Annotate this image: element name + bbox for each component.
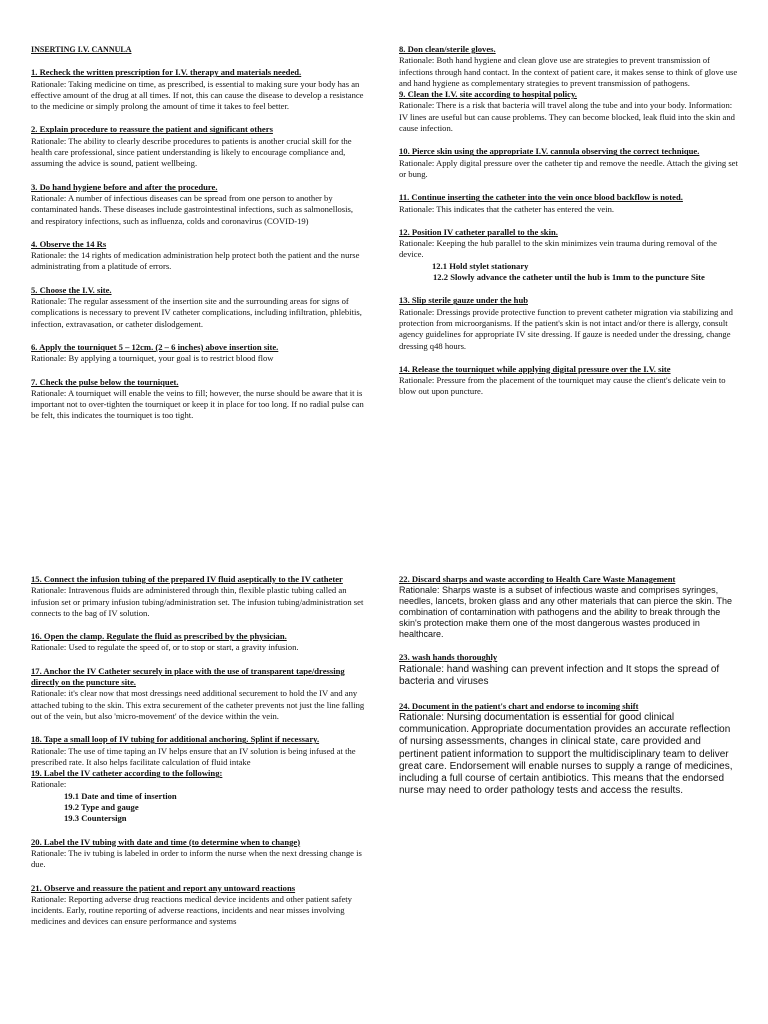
step-rationale: Rationale: By applying a tourniquet, your goal is to restrict blood flow (31, 353, 274, 364)
step-heading: 3. Do hand hygiene before and after the procedure. (31, 181, 218, 192)
step-heading: 17. Anchor the IV Catheter securely in place with the use of transparent tape/dressing directly on the puncture site. (31, 665, 345, 688)
step-heading: 9. Clean the I.V. site according to hospital policy. (399, 89, 577, 100)
bottom-right-column (399, 574, 739, 809)
step-19 (31, 768, 366, 824)
step-heading: 16. Open the clamp. Regulate the fluid as prescribed by the physician. (31, 631, 287, 642)
step-5 (31, 285, 366, 330)
step-heading: 1. Recheck the written prescription for I.V. therapy and materials needed. (31, 67, 302, 78)
step-rationale: Rationale: it's clear now that most dressings need additional securement to hold the IV and any attached tubing to the skin. This extra securement of the catheter prevents not just the line falling out of the vein, but also 'micro-movement' of the device within the vein. (31, 688, 365, 721)
step-heading: 6. Apply the tourniquet 5 – 12cm. (2 – 6 inches) above insertion site. (31, 341, 279, 352)
top-right-column (399, 44, 739, 410)
step-1 (31, 67, 366, 112)
step-8 (399, 44, 739, 89)
step-14 (399, 364, 739, 398)
substep-19-2: 19.2 Type and gauge (64, 802, 139, 813)
step-22 (399, 574, 739, 640)
step-heading: 12. Position IV catheter parallel to the skin. (399, 226, 558, 237)
step-rationale: Rationale: A tourniquet will enable the veins to fill; however, the nurse should be aware that it is important not to over-tighten the tourniquet or keep it in place for too long. If no radial pulse can be felt, this indicates the tourniquet is too tight. (31, 387, 364, 421)
substep-12-1: 12.1 Hold stylet stationary (432, 260, 529, 271)
step-18 (31, 734, 366, 768)
step-17 (31, 666, 366, 722)
step-rationale: Rationale: Taking medicine on time, as prescribed, is essential to making sure your body has an effective amount of the drug at all times. If not, this can cause the disease to develop a resistance to the medicine or simply prolong the amount of time it takes to feel better. (31, 78, 364, 112)
substep-19-1: 19.1 Date and time of insertion (64, 790, 177, 801)
step-10 (399, 146, 739, 180)
step-11 (399, 192, 739, 215)
step-heading: 15. Connect the infusion tubing of the prepared IV fluid aseptically to the IV catheter (31, 574, 343, 584)
step-rationale: Rationale: The use of time taping an IV helps ensure that an IV solution is being infused at the prescribed rate. It also helps facilitate calculation of fluid intake (31, 745, 356, 767)
step-rationale: Rationale: the 14 rights of medication administration help protect both the patient and the nurse administrating from a platitude of errors. (31, 250, 360, 272)
step-rationale: Rationale: The ability to clearly describe procedures to patients is another crucial skill for the health care professional, since patient understanding is likely to encourage compliance and, assuming the advice is sound, patient wellbeing. (31, 135, 352, 169)
step-heading: 11. Continue inserting the catheter into the vein once blood backflow is noted. (399, 192, 683, 203)
step-rationale: Rationale: Nursing documentation is essential for good clinical communication. Appropriate documentation provides an accurate reflection of nursing assessments, changes in clinical state, care provided and pertinent patient information to support the multidisciplinary team to deliver great care. Endorsement will enable nurses to supply a range of medicines, including a full course of certain antibiotics. This means that the endorsed nurse may need to order pathology tests and access the results. (399, 711, 733, 797)
step-rationale: Rationale: Both hand hygiene and clean glove use are strategies to prevent transmission of infections through hand contact. In the context of patient care, it makes sense to think of glove use and hand hygiene as complementary strategies to prevent transmission of pathogens. (399, 55, 738, 88)
step-heading: 5. Choose the I.V. site. (31, 284, 112, 295)
step-rationale: Rationale: Sharps waste is a subset of infectious waste and comprises syringes, needles, lancets, broken glass and any other materials that can pierce the skin. The combination of contamination with pathogens and the ability to break through the skin's protection make them one of the most dangerous wastes produced in healthcare. (399, 585, 733, 640)
top-left-column (31, 44, 366, 434)
step-2 (31, 124, 366, 169)
step-4 (31, 239, 366, 273)
step-heading: 4. Observe the 14 Rs (31, 238, 107, 249)
substep-12-2: 12.2 Slowly advance the catheter until the hub is 1mm to the puncture Site (433, 272, 705, 283)
step-heading: 10. Pierce skin using the appropriate I.V. cannula observing the correct technique. (399, 146, 700, 157)
substep-19-3: 19.3 Countersign (64, 813, 127, 824)
step-24 (399, 701, 739, 798)
step-13 (399, 295, 739, 351)
step-23 (399, 652, 739, 688)
bottom-left-column (31, 574, 366, 940)
step-heading: 2. Explain procedure to reassure the patient and significant others (31, 124, 273, 135)
step-rationale: Rationale: Intravenous fluids are administered through thin, flexible plastic tubing called an infusion set or primary infusion tubing/administration set. The infusion tubing/administration set connects to the bag of IV solution. (31, 585, 364, 618)
step-rationale: Rationale: (31, 779, 67, 790)
step-heading: 7. Check the pulse below the tourniquet. (31, 376, 179, 387)
step-heading: 22. Discard sharps and waste according to Health Care Waste Management (399, 574, 676, 584)
step-20 (31, 837, 366, 871)
step-15 (31, 574, 366, 619)
step-rationale: Rationale: A number of infectious diseases can be spread from one person to another by contaminated hands. These diseases include gastrointestinal infections, such as salmonellosis, and respiratory infections, such as influenza, colds and coronavirus (COVID-19) (31, 192, 354, 226)
step-heading: 8. Don clean/sterile gloves. (399, 44, 496, 54)
step-rationale: Rationale: hand washing can prevent infection and It stops the spread of bacteria and viruses (399, 663, 720, 688)
step-rationale: Rationale: Apply digital pressure over the catheter tip and remove the needle. Attach the giving set or bung. (399, 157, 738, 179)
step-heading: 13. Slip sterile gauze under the hub (399, 295, 528, 306)
step-rationale: Rationale: The regular assessment of the insertion site and the surrounding areas for signs of complications is necessary to prevent IV catheter complications, including infiltration, phlebitis, infection, extravasation, or catheter dislodgement. (31, 296, 362, 329)
step-21 (31, 883, 366, 928)
step-heading: 18. Tape a small loop of IV tubing for additional anchoring. Splint if necessary. (31, 734, 320, 745)
step-rationale: Rationale: This indicates that the catheter has entered the vein. (399, 203, 615, 214)
step-16 (31, 631, 366, 654)
step-rationale: Rationale: Reporting adverse drug reactions medical device incidents and other patient safety incidents. Early, routine reporting of adverse reactions, incidents and near misses involving medicines and devices can ensure performance and systems (31, 893, 352, 927)
step-rationale: Rationale: There is a risk that bacteria will travel along the tube and into your body. Information: IV lines are useful but can cause problems. They can become blocked, leak fluid into the skin and cause infection. (399, 100, 735, 134)
step-rationale: Rationale: Keeping the hub parallel to the skin minimizes vein trauma during removal of the device. (399, 238, 717, 260)
step-heading: 14. Release the tourniquet while applying digital pressure over the I.V. site (399, 363, 671, 374)
step-6 (31, 342, 366, 365)
step-heading: 23. wash hands thoroughly (399, 652, 498, 663)
step-heading: 24. Document in the patient's chart and endorse to incoming shift (399, 700, 639, 711)
step-rationale: Rationale: Used to regulate the speed of, or to stop or start, a gravity infusion. (31, 642, 299, 653)
document-title: INSERTING I.V. CANNULA (31, 45, 132, 54)
step-rationale: Rationale: Pressure from the placement of the tourniquet may cause the client's delicate vein to blow out upon puncture. (399, 375, 726, 397)
step-rationale: Rationale: Dressings provide protective function to prevent catheter migration via stabilizing and protection from microorganisms. If the patient's skin is not intact and/or there is allergy, consult agency guidelines for appropriate IV site dressing. If gauze is needed under the dressing, change dressing q48 hours. (399, 306, 733, 351)
step-heading: 19. Label the IV catheter according to the following: (31, 768, 223, 779)
step-9 (399, 89, 739, 134)
step-heading: 21. Observe and reassure the patient and report any untoward reactions (31, 882, 296, 893)
step-12 (399, 227, 739, 283)
step-heading: 20. Label the IV tubing with date and time (to determine when to change) (31, 836, 301, 847)
step-3 (31, 182, 366, 227)
step-rationale: Rationale: The iv tubing is labeled in order to inform the nurse when the next dressing change is due. (31, 847, 362, 870)
step-7 (31, 377, 366, 422)
